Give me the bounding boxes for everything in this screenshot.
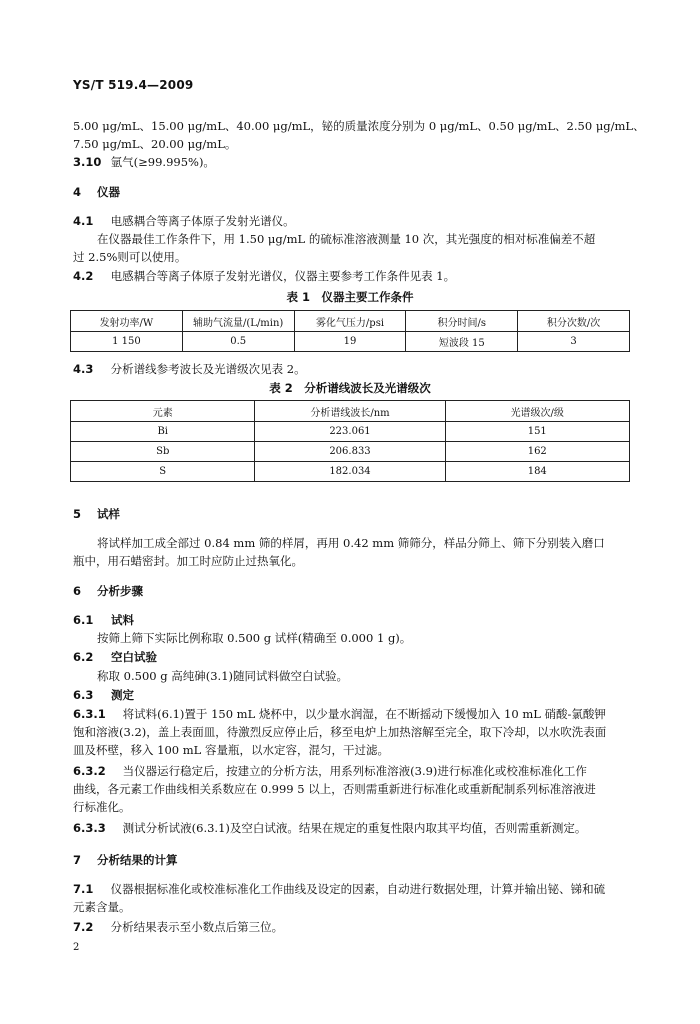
paragraph-line: 7.50 μg/mL、20.00 μg/mL。 bbox=[73, 137, 237, 151]
clause-title: 空白试验 bbox=[111, 650, 158, 664]
section-title: 仪器 bbox=[97, 185, 121, 199]
paragraph-line: 将试样加工成全部过 0.84 mm 筛的样屑，再用 0.42 mm 筛筛分，样品分筛上、筛下分别装入磨口 bbox=[97, 536, 605, 550]
section-number: 7 bbox=[73, 853, 82, 867]
page-number: 2 bbox=[73, 942, 80, 953]
paragraph-line: 行标准化。 bbox=[73, 800, 131, 814]
section-title: 分析步骤 bbox=[97, 584, 144, 598]
table-cell: S bbox=[71, 462, 255, 482]
section-4-heading bbox=[73, 183, 120, 201]
clause-number: 6.3.1 bbox=[73, 707, 106, 721]
paragraph-line: 曲线，各元素工作曲线相关系数应在 0.999 5 以上，否则需重新进行标准化或重新配制系列标准溶液进 bbox=[73, 782, 596, 796]
section-7-heading bbox=[73, 851, 178, 869]
clause-number: 6.1 bbox=[73, 613, 94, 627]
clause-7-1 bbox=[73, 880, 605, 898]
clause-text: 电感耦合等离子体原子发射光谱仪。 bbox=[110, 214, 295, 228]
section-title: 试样 bbox=[97, 507, 121, 521]
table-cell: 3 bbox=[518, 332, 630, 352]
paragraph-line: 饱和溶液(3.2)，盖上表面皿，待激烈反应停止后，移至电炉上加热溶解至完全，取下冷却，以水吹洗表面 bbox=[73, 725, 607, 739]
clause-number: 4.3 bbox=[73, 362, 94, 376]
section-number: 6 bbox=[73, 584, 82, 598]
clause-number: 6.2 bbox=[73, 650, 94, 664]
clause-number: 6.3.3 bbox=[73, 821, 106, 835]
table-cell: 223.061 bbox=[255, 422, 445, 442]
table-header-row bbox=[71, 401, 630, 422]
section-title: 分析结果的计算 bbox=[97, 853, 178, 867]
paragraph-line: 5.00 μg/mL、15.00 μg/mL、40.00 μg/mL，铋的质量浓度分别为 0 μg/mL、0.50 μg/mL、2.50 μg/mL、 bbox=[73, 119, 645, 133]
clause-title: 测定 bbox=[111, 688, 135, 702]
table-row bbox=[71, 422, 630, 442]
table-cell: 短波段 15 bbox=[406, 332, 518, 352]
clause-text: 氩气(≥99.995%)。 bbox=[110, 155, 215, 169]
clause-text: 测试分析试液(6.3.1)及空白试液。结果在规定的重复性限内取其平均值，否则需重新测定。 bbox=[122, 821, 587, 835]
clause-number: 3.10 bbox=[73, 155, 102, 169]
table-header-cell: 元素 bbox=[71, 401, 255, 422]
table-header-cell: 光谱级次/级 bbox=[445, 401, 629, 422]
table-cell: 19 bbox=[294, 332, 406, 352]
clause-number: 6.3.2 bbox=[73, 764, 106, 778]
paragraph-line: 按筛上筛下实际比例称取 0.500 g 试样(精确至 0.000 1 g)。 bbox=[97, 631, 412, 645]
clause-number: 6.3 bbox=[73, 688, 94, 702]
clause-6-1-heading bbox=[73, 611, 134, 629]
table2-spectral-lines bbox=[70, 400, 630, 482]
paragraph-line: 瓶中，用石蜡密封。加工时应防止过热氧化。 bbox=[73, 554, 303, 568]
paragraph-line: 称取 0.500 g 高纯砷(3.1)随同试料做空白试验。 bbox=[97, 669, 349, 683]
table-header-cell: 积分次数/次 bbox=[518, 311, 630, 332]
clause-number: 7.2 bbox=[73, 920, 94, 934]
table-header-cell: 积分时间/s bbox=[406, 311, 518, 332]
clause-6-3-heading bbox=[73, 686, 134, 704]
paragraph-line: 皿及杯壁，移入 100 mL 容量瓶，以水定容，混匀，干过滤。 bbox=[73, 743, 389, 757]
table-header-row bbox=[71, 311, 630, 332]
clause-6-3-2 bbox=[73, 762, 587, 780]
paragraph-line: 元素含量。 bbox=[73, 900, 131, 914]
clause-6-2-heading bbox=[73, 648, 157, 666]
paragraph-line: 过 2.5%则可以使用。 bbox=[73, 250, 187, 264]
clause-7-2 bbox=[73, 918, 283, 936]
clause-3-10 bbox=[73, 153, 215, 171]
table2-caption: 表 2 分析谱线波长及光谱级次 bbox=[269, 381, 431, 395]
table-header-cell: 辅助气流量/(L/min) bbox=[182, 311, 294, 332]
table-header-cell: 雾化气压力/psi bbox=[294, 311, 406, 332]
clause-number: 4.2 bbox=[73, 269, 94, 283]
clause-4-1 bbox=[73, 212, 295, 230]
clause-6-3-3 bbox=[73, 819, 586, 837]
table-row bbox=[71, 442, 630, 462]
clause-text: 电感耦合等离子体原子发射光谱仪，仪器主要参考工作条件见表 1。 bbox=[110, 269, 456, 283]
paragraph-line: 在仪器最佳工作条件下，用 1.50 μg/mL 的硫标准溶液测量 10 次，其光强度的相对标准偏差不超 bbox=[97, 232, 596, 246]
table-row bbox=[71, 332, 630, 352]
table1-instrument-conditions bbox=[70, 310, 630, 352]
table-header-cell: 分析谱线波长/nm bbox=[255, 401, 445, 422]
section-number: 5 bbox=[73, 507, 82, 521]
section-6-heading bbox=[73, 582, 143, 600]
clause-text: 将试料(6.1)置于 150 mL 烧杯中，以少量水润湿，在不断摇动下缓慢加入 10 mL 硝酸-氯酸钾 bbox=[122, 707, 606, 721]
table-cell: 182.034 bbox=[255, 462, 445, 482]
standard-id-header: YS/T 519.4—2009 bbox=[73, 78, 194, 92]
table-row bbox=[71, 462, 630, 482]
table-header-cell: 发射功率/W bbox=[71, 311, 183, 332]
table-cell: 184 bbox=[445, 462, 629, 482]
clause-title: 试料 bbox=[111, 613, 135, 627]
clause-number: 7.1 bbox=[73, 882, 94, 896]
section-5-heading bbox=[73, 505, 120, 523]
clause-text: 当仪器运行稳定后，按建立的分析方法，用系列标准溶液(3.9)进行标准化或校准标准化工作 bbox=[122, 764, 587, 778]
clause-text: 分析谱线参考波长及光谱级次见表 2。 bbox=[110, 362, 306, 376]
section-number: 4 bbox=[73, 185, 82, 199]
table-cell: Bi bbox=[71, 422, 255, 442]
clause-text: 仪器根据标准化或校准标准化工作曲线及设定的因素，自动进行数据处理，计算并输出铋、锑和硫 bbox=[110, 882, 606, 896]
clause-6-3-1 bbox=[73, 705, 606, 723]
table-cell: 162 bbox=[445, 442, 629, 462]
table-cell: 0.5 bbox=[182, 332, 294, 352]
clause-number: 4.1 bbox=[73, 214, 94, 228]
clause-4-3 bbox=[73, 360, 306, 378]
table-cell: 206.833 bbox=[255, 442, 445, 462]
clause-text: 分析结果表示至小数点后第三位。 bbox=[110, 920, 284, 934]
table-cell: 1 150 bbox=[71, 332, 183, 352]
table-cell: 151 bbox=[445, 422, 629, 442]
clause-4-2 bbox=[73, 267, 455, 285]
table-cell: Sb bbox=[71, 442, 255, 462]
table1-caption: 表 1 仪器主要工作条件 bbox=[286, 290, 414, 304]
